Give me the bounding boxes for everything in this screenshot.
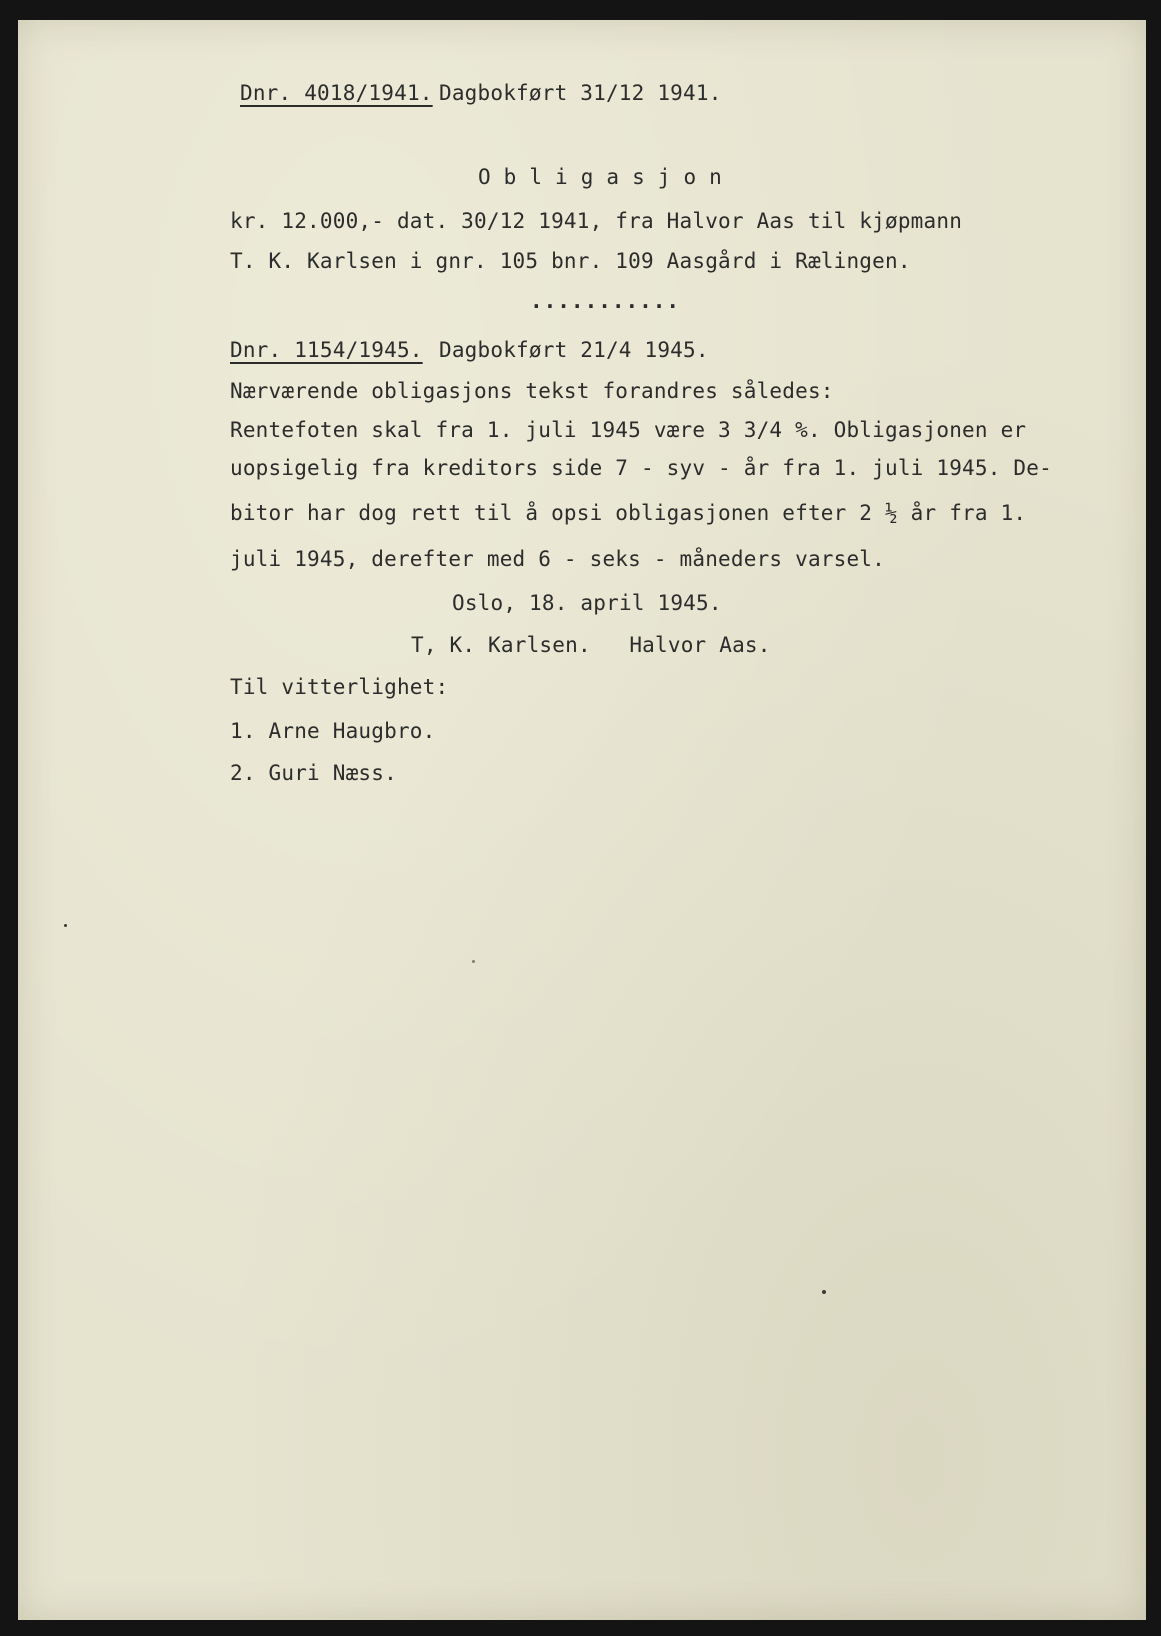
paper-speck (64, 924, 67, 927)
document-page (18, 20, 1146, 1620)
place-date: Oslo, 18. april 1945. (452, 591, 722, 615)
separator-dots: ........... (530, 289, 681, 313)
document-title: O b l i g a s j o n (478, 165, 723, 189)
paper-speck (822, 1290, 826, 1294)
entry1-dnr: Dnr. 4018/1941. (240, 81, 433, 105)
entry1-dagbok: Dagbokført 31/12 1941. (439, 81, 722, 105)
signatures: T, K. Karlsen. Halvor Aas. (411, 633, 771, 657)
witness-2: 2. Guri Næss. (230, 761, 397, 785)
body-line-5: juli 1945, derefter med 6 - seks - måneders varsel. (230, 547, 885, 571)
body-line-1: Nærværende obligasjons tekst forandres således: (230, 379, 834, 403)
entry2-dagbok: Dagbokført 21/4 1945. (439, 338, 709, 362)
paper-speck (472, 960, 475, 963)
obligation-line-1: kr. 12.000,- dat. 30/12 1941, fra Halvor Aas til kjøpmann (230, 209, 963, 233)
witness-heading: Til vitterlighet: (230, 675, 449, 699)
entry2-dnr: Dnr. 1154/1945. (230, 338, 423, 362)
body-line-2: Rentefoten skal fra 1. juli 1945 være 3 3/4 %. Obligasjonen er (230, 418, 1027, 442)
obligation-line-2: T. K. Karlsen i gnr. 105 bnr. 109 Aasgård i Rælingen. (230, 249, 911, 273)
body-line-4: bitor har dog rett til å opsi obligasjonen efter 2 ½ år fra 1. (230, 501, 1027, 525)
witness-1: 1. Arne Haugbro. (230, 719, 436, 743)
body-line-3: uopsigelig fra kreditors side 7 - syv - år fra 1. juli 1945. De- (230, 456, 1052, 480)
